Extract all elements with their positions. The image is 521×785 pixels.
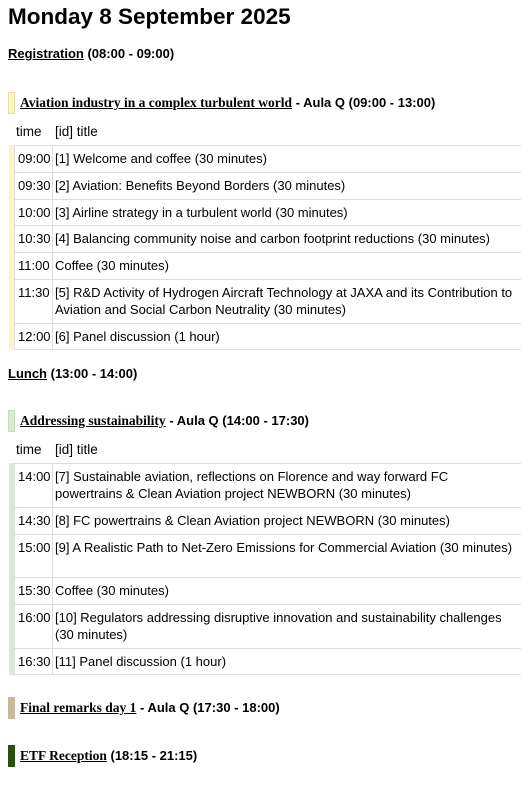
- row-time: 16:00: [15, 605, 53, 648]
- track-link-etf-reception[interactable]: ETF Reception: [20, 748, 107, 763]
- lunch-entry: [8, 366, 137, 381]
- row-time: 10:30: [15, 226, 53, 252]
- row-title[interactable]: [6] Panel discussion (1 hour): [55, 329, 220, 344]
- row-time: 14:30: [15, 508, 53, 534]
- row-title[interactable]: Coffee (30 minutes): [55, 258, 169, 273]
- row-time: 15:00: [15, 535, 53, 577]
- row-time: 09:00: [15, 146, 53, 172]
- track-link-final-remarks[interactable]: Final remarks day 1: [20, 700, 137, 715]
- row-title[interactable]: [4] Balancing community noise and carbon footprint reductions (30 minutes): [55, 231, 491, 246]
- table-row[interactable]: [15, 577, 521, 604]
- row-time: 11:30: [15, 280, 53, 323]
- table-row[interactable]: [15, 463, 521, 507]
- row-title[interactable]: [8] FC powertrains & Clean Aviation project NEWBORN (30 minutes): [55, 513, 450, 528]
- row-time: 12:00: [15, 324, 53, 349]
- row-time: 09:30: [15, 173, 53, 199]
- track-time: (18:15 - 21:15): [110, 748, 198, 763]
- session-table-sustainability: [14, 463, 521, 675]
- track-header-aviation: [8, 92, 521, 114]
- row-title[interactable]: [3] Airline strategy in a turbulent world (30 minutes): [55, 205, 348, 220]
- table-row[interactable]: [15, 534, 521, 577]
- column-header-time: time: [16, 124, 42, 139]
- lunch-link[interactable]: Lunch: [8, 366, 47, 381]
- track-color-bar: [8, 92, 15, 114]
- row-time: 10:00: [15, 200, 53, 225]
- row-title[interactable]: [10] Regulators addressing disruptive innovation and sustainability challenges (30 minutes): [55, 610, 502, 642]
- row-title[interactable]: [2] Aviation: Benefits Beyond Borders (30 minutes): [55, 178, 346, 193]
- registration-link[interactable]: Registration: [8, 46, 84, 61]
- table-row[interactable]: [15, 199, 521, 225]
- track-header-etf-reception: [8, 745, 521, 767]
- day-title: Monday 8 September 2025: [8, 4, 291, 29]
- table-row[interactable]: [15, 507, 521, 534]
- table-row[interactable]: [15, 225, 521, 252]
- row-time: 16:30: [15, 649, 53, 674]
- table-row[interactable]: [15, 323, 521, 350]
- track-header-final-remarks: [8, 697, 521, 719]
- row-time: 15:30: [15, 578, 53, 604]
- row-time: 14:00: [15, 464, 53, 507]
- column-header-time: time: [16, 442, 42, 457]
- registration-time: (08:00 - 09:00): [87, 46, 175, 61]
- track-side-bar: [9, 463, 14, 675]
- row-title[interactable]: [1] Welcome and coffee (30 minutes): [55, 151, 267, 166]
- row-title[interactable]: [7] Sustainable aviation, reflections on Florence and way forward FC powertrains & Clean Aviation project NEWBORN (30 minutes): [55, 469, 449, 501]
- track-link-aviation[interactable]: Aviation industry in a complex turbulent world: [20, 95, 293, 110]
- row-title[interactable]: [9] A Realistic Path to Net-Zero Emissions for Commercial Aviation (30 minutes): [55, 540, 513, 555]
- track-room-time: - Aula Q (17:30 - 18:00): [140, 700, 280, 715]
- row-time: 11:00: [15, 253, 53, 279]
- track-room-time: - Aula Q (14:00 - 17:30): [169, 413, 309, 428]
- table-row[interactable]: [15, 145, 521, 172]
- track-color-bar: [8, 745, 15, 767]
- column-header-title: [id] title: [55, 124, 98, 139]
- column-header-title: [id] title: [55, 442, 98, 457]
- table-row[interactable]: [15, 604, 521, 648]
- track-color-bar: [8, 697, 15, 719]
- track-color-bar: [8, 410, 15, 432]
- table-row[interactable]: [15, 279, 521, 323]
- row-title[interactable]: [5] R&D Activity of Hydrogen Aircraft Technology at JAXA and its Contribution to Aviation and Social Carbon Neutrality (30 minutes): [55, 285, 513, 317]
- session-table-aviation: [14, 145, 521, 350]
- track-room-time: - Aula Q (09:00 - 13:00): [295, 95, 436, 110]
- table-row[interactable]: [15, 252, 521, 279]
- row-title[interactable]: [11] Panel discussion (1 hour): [55, 654, 227, 669]
- lunch-time: (13:00 - 14:00): [50, 366, 138, 381]
- table-row[interactable]: [15, 172, 521, 199]
- track-link-sustainability[interactable]: Addressing sustainability: [20, 413, 166, 428]
- track-header-sustainability: [8, 410, 521, 432]
- table-row[interactable]: [15, 648, 521, 675]
- registration-entry: [8, 46, 174, 61]
- track-side-bar: [9, 145, 14, 350]
- row-title[interactable]: Coffee (30 minutes): [55, 583, 169, 598]
